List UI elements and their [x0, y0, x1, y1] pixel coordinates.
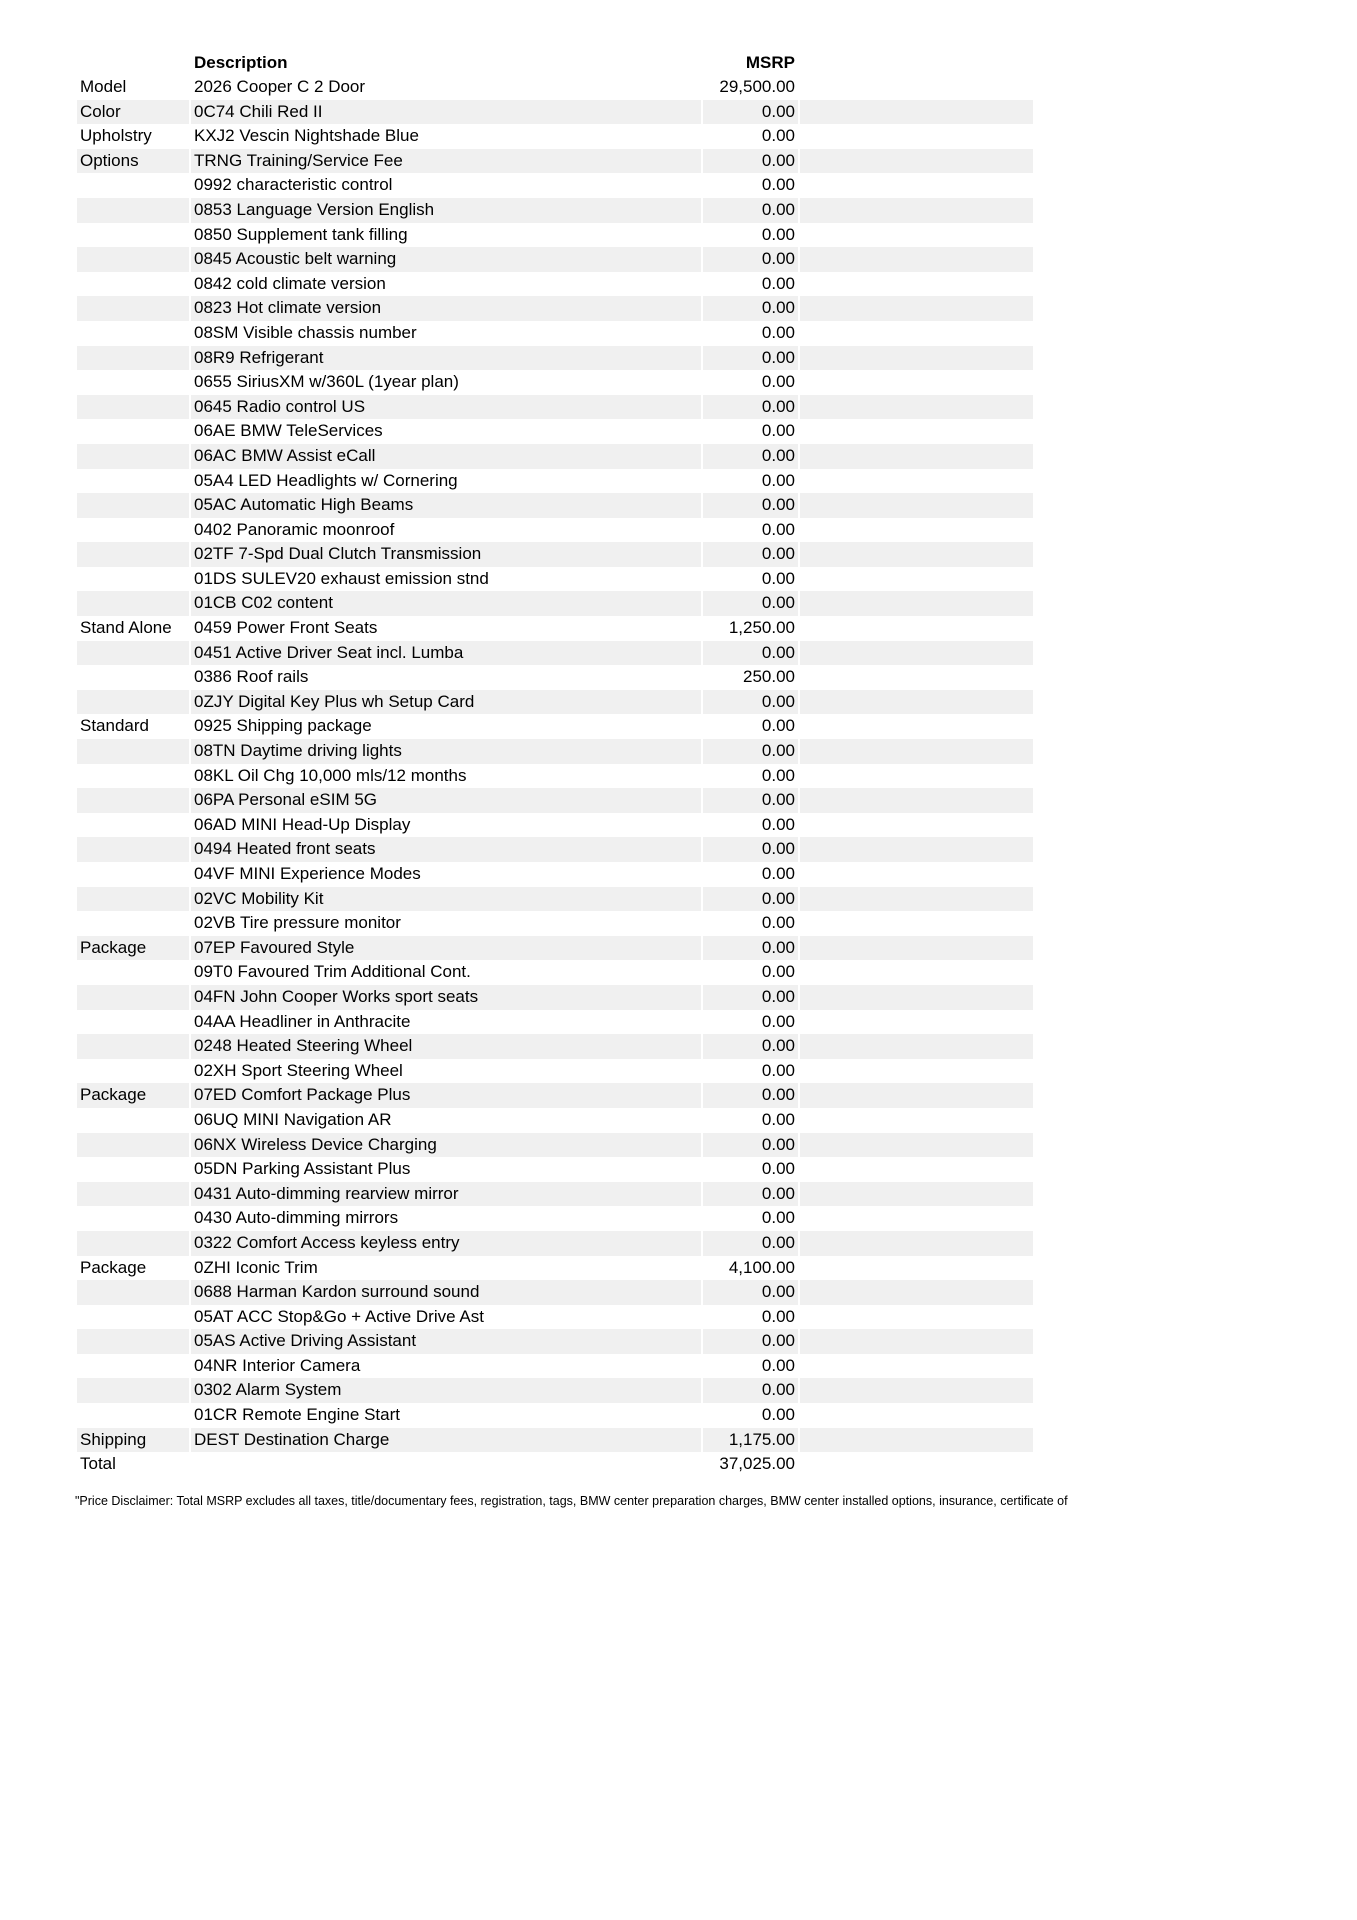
row-filler-cell — [800, 469, 1033, 494]
row-category-label: Stand Alone — [80, 618, 172, 638]
row-description: 0853 Language Version English — [191, 198, 701, 223]
row-msrp-value: 0.00 — [761, 322, 795, 342]
row-description: 0494 Heated front seats — [191, 837, 701, 862]
row-filler-cell — [800, 100, 1033, 125]
row-msrp-value: 4,100.00 — [728, 1257, 795, 1277]
row-filler-cell — [800, 1059, 1033, 1084]
row-category-label — [77, 1010, 189, 1035]
row-category-label — [77, 887, 189, 912]
row-description: KXJ2 Vescin Nightshade Blue — [194, 126, 419, 146]
row-description: 2026 Cooper C 2 Door — [194, 77, 366, 96]
row-description: 05AS Active Driving Assistant — [191, 1329, 701, 1354]
row-category-label — [77, 1378, 189, 1403]
table-row — [77, 960, 1033, 985]
row-description: 0850 Supplement tank filling — [194, 224, 408, 244]
row-category-label — [77, 1403, 189, 1428]
row-msrp-value: 0.00 — [703, 149, 798, 174]
table-row — [77, 370, 1033, 395]
table-row — [77, 1231, 1033, 1256]
table-row — [77, 272, 1033, 297]
row-msrp-value: 37,025.00 — [719, 1454, 795, 1474]
row-category-label — [77, 370, 189, 395]
row-category-label — [77, 1182, 189, 1207]
row-msrp-value: 0.00 — [761, 913, 795, 933]
row-msrp-value: 0.00 — [703, 641, 798, 666]
table-row — [77, 395, 1033, 420]
row-description: 0386 Roof rails — [194, 667, 309, 687]
row-category-label — [77, 444, 189, 469]
row-msrp-value: 0.00 — [703, 1083, 798, 1108]
row-description: 06UQ MINI Navigation AR — [194, 1109, 392, 1129]
row-description: 06AC BMW Assist eCall — [191, 444, 701, 469]
row-description: 05AC Automatic High Beams — [191, 493, 701, 518]
row-description: 01CB C02 content — [191, 591, 701, 616]
table-row — [77, 788, 1033, 813]
row-filler-cell — [800, 395, 1033, 420]
row-msrp-value: 0.00 — [761, 1011, 795, 1031]
table-row — [77, 1206, 1033, 1231]
table-row — [77, 1256, 1033, 1281]
row-category-label — [77, 272, 189, 297]
row-msrp-value: 1,250.00 — [728, 618, 795, 638]
row-category-label: Package — [77, 1083, 189, 1108]
table-row — [77, 198, 1033, 223]
row-filler-cell — [800, 542, 1033, 567]
row-filler-cell — [800, 1329, 1033, 1354]
row-description: 0ZHI Iconic Trim — [194, 1257, 318, 1277]
row-category-label — [77, 1108, 189, 1133]
row-msrp-value: 0.00 — [761, 1208, 795, 1228]
row-description: 0688 Harman Kardon surround sound — [191, 1280, 701, 1305]
row-category-label — [77, 862, 189, 887]
row-category-label — [77, 837, 189, 862]
table-row — [77, 1354, 1033, 1379]
row-category-label — [77, 198, 189, 223]
row-description: 08KL Oil Chg 10,000 mls/12 months — [194, 765, 467, 785]
table-row — [77, 1452, 1033, 1477]
table-row — [77, 1157, 1033, 1182]
row-description: 07ED Comfort Package Plus — [191, 1083, 701, 1108]
row-filler-cell — [800, 124, 1033, 149]
row-filler-cell — [800, 247, 1033, 272]
row-filler-cell — [800, 1354, 1033, 1379]
row-msrp-value: 0.00 — [703, 100, 798, 125]
row-category-label — [77, 321, 189, 346]
table-row — [77, 346, 1033, 371]
table-row — [77, 321, 1033, 346]
row-filler-cell — [800, 321, 1033, 346]
row-filler-cell — [800, 1378, 1033, 1403]
table-row — [77, 1010, 1033, 1035]
row-description: 0645 Radio control US — [191, 395, 701, 420]
row-msrp-value: 0.00 — [703, 1133, 798, 1158]
row-description: 06AE BMW TeleServices — [194, 421, 383, 441]
row-msrp-value: 0.00 — [761, 421, 795, 441]
row-description: 08R9 Refrigerant — [191, 346, 701, 371]
row-category-label — [77, 1133, 189, 1158]
row-filler-cell — [800, 641, 1033, 666]
table-row — [77, 1182, 1033, 1207]
table-row — [77, 837, 1033, 862]
row-filler-cell — [800, 1157, 1033, 1182]
table-row — [77, 1034, 1033, 1059]
row-filler-cell — [800, 813, 1033, 838]
row-category-label: Package — [80, 1257, 147, 1277]
row-category-label: Options — [77, 149, 189, 174]
row-filler-cell — [800, 1403, 1033, 1428]
row-msrp-value: 0.00 — [703, 1280, 798, 1305]
row-description: 05A4 LED Headlights w/ Cornering — [194, 470, 458, 490]
table-row — [77, 690, 1033, 715]
row-description: 04FN John Cooper Works sport seats — [191, 985, 701, 1010]
table-row — [77, 124, 1033, 149]
row-description: TRNG Training/Service Fee — [191, 149, 701, 174]
row-description: 08SM Visible chassis number — [194, 322, 417, 342]
filler-column-header — [800, 50, 1033, 75]
row-msrp-value: 0.00 — [703, 395, 798, 420]
table-row — [77, 887, 1033, 912]
row-msrp-value: 0.00 — [761, 1355, 795, 1375]
row-filler-cell — [800, 591, 1033, 616]
row-msrp-value: 0.00 — [703, 985, 798, 1010]
row-description: 0655 SiriusXM w/360L (1year plan) — [194, 372, 459, 392]
row-filler-cell — [800, 346, 1033, 371]
row-msrp-value: 0.00 — [703, 739, 798, 764]
row-description: 06PA Personal eSIM 5G — [191, 788, 701, 813]
row-msrp-value: 0.00 — [761, 372, 795, 392]
row-msrp-value: 0.00 — [703, 936, 798, 961]
row-filler-cell — [800, 936, 1033, 961]
row-filler-cell — [800, 911, 1033, 936]
row-filler-cell — [800, 1256, 1033, 1281]
row-category-label — [77, 296, 189, 321]
row-description: 0459 Power Front Seats — [194, 618, 378, 638]
row-msrp-value: 0.00 — [703, 1378, 798, 1403]
table-row — [77, 591, 1033, 616]
row-filler-cell — [800, 198, 1033, 223]
row-msrp-value: 0.00 — [761, 716, 795, 736]
row-category-label — [77, 788, 189, 813]
row-category-label — [77, 985, 189, 1010]
row-category-label — [77, 1034, 189, 1059]
row-msrp-value: 0.00 — [703, 542, 798, 567]
row-category-label — [77, 223, 189, 248]
row-description: 0430 Auto-dimming mirrors — [194, 1208, 399, 1228]
row-description: 0842 cold climate version — [194, 273, 386, 293]
row-filler-cell — [800, 616, 1033, 641]
row-msrp-value: 0.00 — [761, 519, 795, 539]
row-description: 02VB Tire pressure monitor — [194, 913, 401, 933]
table-row — [77, 518, 1033, 543]
row-description: 0302 Alarm System — [191, 1378, 701, 1403]
row-filler-cell — [800, 223, 1033, 248]
row-msrp-value: 0.00 — [761, 224, 795, 244]
row-description: 02XH Sport Steering Wheel — [194, 1060, 403, 1080]
row-category-label — [77, 1329, 189, 1354]
row-filler-cell — [800, 1452, 1033, 1477]
table-row — [77, 1378, 1033, 1403]
row-description: 09T0 Favoured Trim Additional Cont. — [194, 962, 471, 982]
table-row — [77, 936, 1033, 961]
row-category-label: Shipping — [77, 1428, 189, 1453]
row-msrp-value: 0.00 — [703, 1329, 798, 1354]
pricing-table — [75, 50, 1035, 1477]
row-filler-cell — [800, 862, 1033, 887]
row-category-label — [77, 1305, 189, 1330]
row-msrp-value: 0.00 — [703, 1034, 798, 1059]
row-msrp-value: 0.00 — [703, 1231, 798, 1256]
table-row — [77, 419, 1033, 444]
row-filler-cell — [800, 837, 1033, 862]
row-msrp-value: 0.00 — [761, 126, 795, 146]
row-filler-cell — [800, 173, 1033, 198]
row-filler-cell — [800, 75, 1033, 100]
row-msrp-value: 29,500.00 — [719, 77, 795, 96]
table-row — [77, 665, 1033, 690]
table-row — [77, 1329, 1033, 1354]
row-description: 04VF MINI Experience Modes — [194, 864, 421, 883]
table-row — [77, 493, 1033, 518]
row-msrp-value: 0.00 — [703, 591, 798, 616]
row-filler-cell — [800, 1108, 1033, 1133]
row-description: 01CR Remote Engine Start — [194, 1405, 400, 1425]
table-header-row — [77, 50, 1033, 75]
row-description — [191, 1452, 701, 1477]
table-row — [77, 247, 1033, 272]
row-description: 01DS SULEV20 exhaust emission stnd — [194, 568, 489, 588]
row-description: DEST Destination Charge — [191, 1428, 701, 1453]
row-filler-cell — [800, 1133, 1033, 1158]
row-msrp-value: 0.00 — [703, 444, 798, 469]
row-msrp-value: 1,175.00 — [703, 1428, 798, 1453]
row-description: 08TN Daytime driving lights — [191, 739, 701, 764]
table-row — [77, 1083, 1033, 1108]
row-filler-cell — [800, 1305, 1033, 1330]
table-row — [77, 813, 1033, 838]
row-description: 04NR Interior Camera — [194, 1355, 361, 1375]
row-filler-cell — [800, 985, 1033, 1010]
table-row — [77, 173, 1033, 198]
row-category-label — [77, 493, 189, 518]
row-category-label — [77, 1231, 189, 1256]
row-category-label — [77, 591, 189, 616]
row-msrp-value: 0.00 — [761, 568, 795, 588]
row-msrp-value: 0.00 — [703, 247, 798, 272]
row-description: 02TF 7-Spd Dual Clutch Transmission — [191, 542, 701, 567]
table-row — [77, 862, 1033, 887]
row-msrp-value: 0.00 — [703, 788, 798, 813]
row-category-label — [77, 395, 189, 420]
row-category-label: Color — [77, 100, 189, 125]
row-filler-cell — [800, 1034, 1033, 1059]
row-description: 0248 Heated Steering Wheel — [191, 1034, 701, 1059]
table-row — [77, 985, 1033, 1010]
row-description: 02VC Mobility Kit — [191, 887, 701, 912]
row-category-label — [77, 518, 189, 543]
row-description: 0992 characteristic control — [194, 175, 393, 195]
row-category-label — [77, 419, 189, 444]
table-row — [77, 1280, 1033, 1305]
row-description: 0C74 Chili Red II — [191, 100, 701, 125]
row-description: 0402 Panoramic moonroof — [194, 519, 395, 539]
row-msrp-value: 0.00 — [761, 1159, 795, 1179]
row-msrp-value: 0.00 — [703, 837, 798, 862]
row-category-label — [77, 1157, 189, 1182]
msrp-column-header: MSRP — [745, 53, 795, 72]
row-msrp-value: 0.00 — [703, 1182, 798, 1207]
row-category-label — [77, 960, 189, 985]
table-row — [77, 1133, 1033, 1158]
row-filler-cell — [800, 714, 1033, 739]
row-category-label: Total — [80, 1454, 116, 1474]
table-row — [77, 469, 1033, 494]
row-msrp-value: 0.00 — [761, 765, 795, 785]
row-filler-cell — [800, 1182, 1033, 1207]
row-description: 0322 Comfort Access keyless entry — [191, 1231, 701, 1256]
table-row — [77, 223, 1033, 248]
row-category-label: Model — [80, 77, 127, 96]
row-msrp-value: 0.00 — [703, 198, 798, 223]
row-description: 05AT ACC Stop&Go + Active Drive Ast — [194, 1306, 484, 1326]
row-filler-cell — [800, 444, 1033, 469]
table-row — [77, 542, 1033, 567]
row-category-label: Upholstry — [80, 126, 152, 146]
row-description: 06AD MINI Head-Up Display — [194, 814, 411, 834]
row-category-label — [77, 542, 189, 567]
row-category-label — [77, 173, 189, 198]
table-row — [77, 1403, 1033, 1428]
table-row — [77, 1108, 1033, 1133]
row-filler-cell — [800, 1206, 1033, 1231]
row-category-label — [77, 1354, 189, 1379]
row-msrp-value: 0.00 — [761, 1109, 795, 1129]
table-row — [77, 75, 1033, 100]
row-filler-cell — [800, 567, 1033, 592]
row-category-label — [77, 346, 189, 371]
description-column-header: Description — [194, 53, 288, 72]
row-category-label — [77, 1059, 189, 1084]
row-filler-cell — [800, 739, 1033, 764]
row-msrp-value: 0.00 — [761, 814, 795, 834]
row-category-label: Package — [77, 936, 189, 961]
row-filler-cell — [800, 296, 1033, 321]
row-filler-cell — [800, 665, 1033, 690]
row-filler-cell — [800, 1083, 1033, 1108]
table-row — [77, 1428, 1033, 1453]
row-msrp-value: 0.00 — [761, 962, 795, 982]
row-description: 0925 Shipping package — [194, 716, 372, 736]
row-msrp-value: 250.00 — [743, 667, 795, 687]
table-row — [77, 641, 1033, 666]
row-msrp-value: 0.00 — [703, 296, 798, 321]
row-category-label: Standard — [80, 716, 149, 736]
row-msrp-value: 0.00 — [703, 887, 798, 912]
row-msrp-value: 0.00 — [761, 470, 795, 490]
row-filler-cell — [800, 370, 1033, 395]
row-description: 0823 Hot climate version — [191, 296, 701, 321]
row-category-label — [77, 641, 189, 666]
row-description: 0451 Active Driver Seat incl. Lumba — [191, 641, 701, 666]
row-description: 05DN Parking Assistant Plus — [194, 1159, 411, 1179]
row-category-label — [77, 1280, 189, 1305]
row-filler-cell — [800, 1280, 1033, 1305]
row-description: 0845 Acoustic belt warning — [191, 247, 701, 272]
row-category-label — [77, 567, 189, 592]
row-filler-cell — [800, 419, 1033, 444]
row-filler-cell — [800, 690, 1033, 715]
row-category-label — [77, 1206, 189, 1231]
row-msrp-value: 0.00 — [703, 346, 798, 371]
row-filler-cell — [800, 518, 1033, 543]
row-filler-cell — [800, 149, 1033, 174]
row-category-label — [77, 911, 189, 936]
row-msrp-value: 0.00 — [761, 175, 795, 195]
category-column-header — [77, 50, 189, 75]
row-msrp-value: 0.00 — [761, 1060, 795, 1080]
row-filler-cell — [800, 960, 1033, 985]
row-category-label — [77, 665, 189, 690]
table-row — [77, 149, 1033, 174]
table-row — [77, 1305, 1033, 1330]
row-category-label — [77, 739, 189, 764]
row-msrp-value: 0.00 — [761, 864, 795, 883]
row-description: 07EP Favoured Style — [191, 936, 701, 961]
row-description: 04AA Headliner in Anthracite — [194, 1011, 411, 1031]
table-row — [77, 714, 1033, 739]
row-category-label — [77, 690, 189, 715]
price-disclaimer: "Price Disclaimer: Total MSRP excludes all taxes, title/documentary fees, registration, tags, BMW center preparation charges, BMW center installed options, insurance, certificate of — [75, 1494, 1068, 1508]
table-row — [77, 911, 1033, 936]
row-category-label — [77, 247, 189, 272]
row-category-label — [77, 813, 189, 838]
row-filler-cell — [800, 493, 1033, 518]
row-category-label — [77, 469, 189, 494]
row-description: 0431 Auto-dimming rearview mirror — [191, 1182, 701, 1207]
table-row — [77, 296, 1033, 321]
table-row — [77, 616, 1033, 641]
row-description: 0ZJY Digital Key Plus wh Setup Card — [191, 690, 701, 715]
row-msrp-value: 0.00 — [703, 690, 798, 715]
row-filler-cell — [800, 1010, 1033, 1035]
row-msrp-value: 0.00 — [703, 493, 798, 518]
table-row — [77, 444, 1033, 469]
row-filler-cell — [800, 272, 1033, 297]
row-msrp-value: 0.00 — [761, 1306, 795, 1326]
pricing-table-header — [77, 50, 1033, 75]
table-row — [77, 567, 1033, 592]
table-row — [77, 739, 1033, 764]
pricing-table-body — [77, 75, 1033, 1477]
row-category-label — [77, 764, 189, 789]
table-row — [77, 1059, 1033, 1084]
row-filler-cell — [800, 1231, 1033, 1256]
row-filler-cell — [800, 764, 1033, 789]
row-filler-cell — [800, 887, 1033, 912]
row-msrp-value: 0.00 — [761, 273, 795, 293]
row-description: 06NX Wireless Device Charging — [191, 1133, 701, 1158]
table-row — [77, 100, 1033, 125]
row-filler-cell — [800, 1428, 1033, 1453]
row-msrp-value: 0.00 — [761, 1405, 795, 1425]
table-row — [77, 764, 1033, 789]
row-filler-cell — [800, 788, 1033, 813]
